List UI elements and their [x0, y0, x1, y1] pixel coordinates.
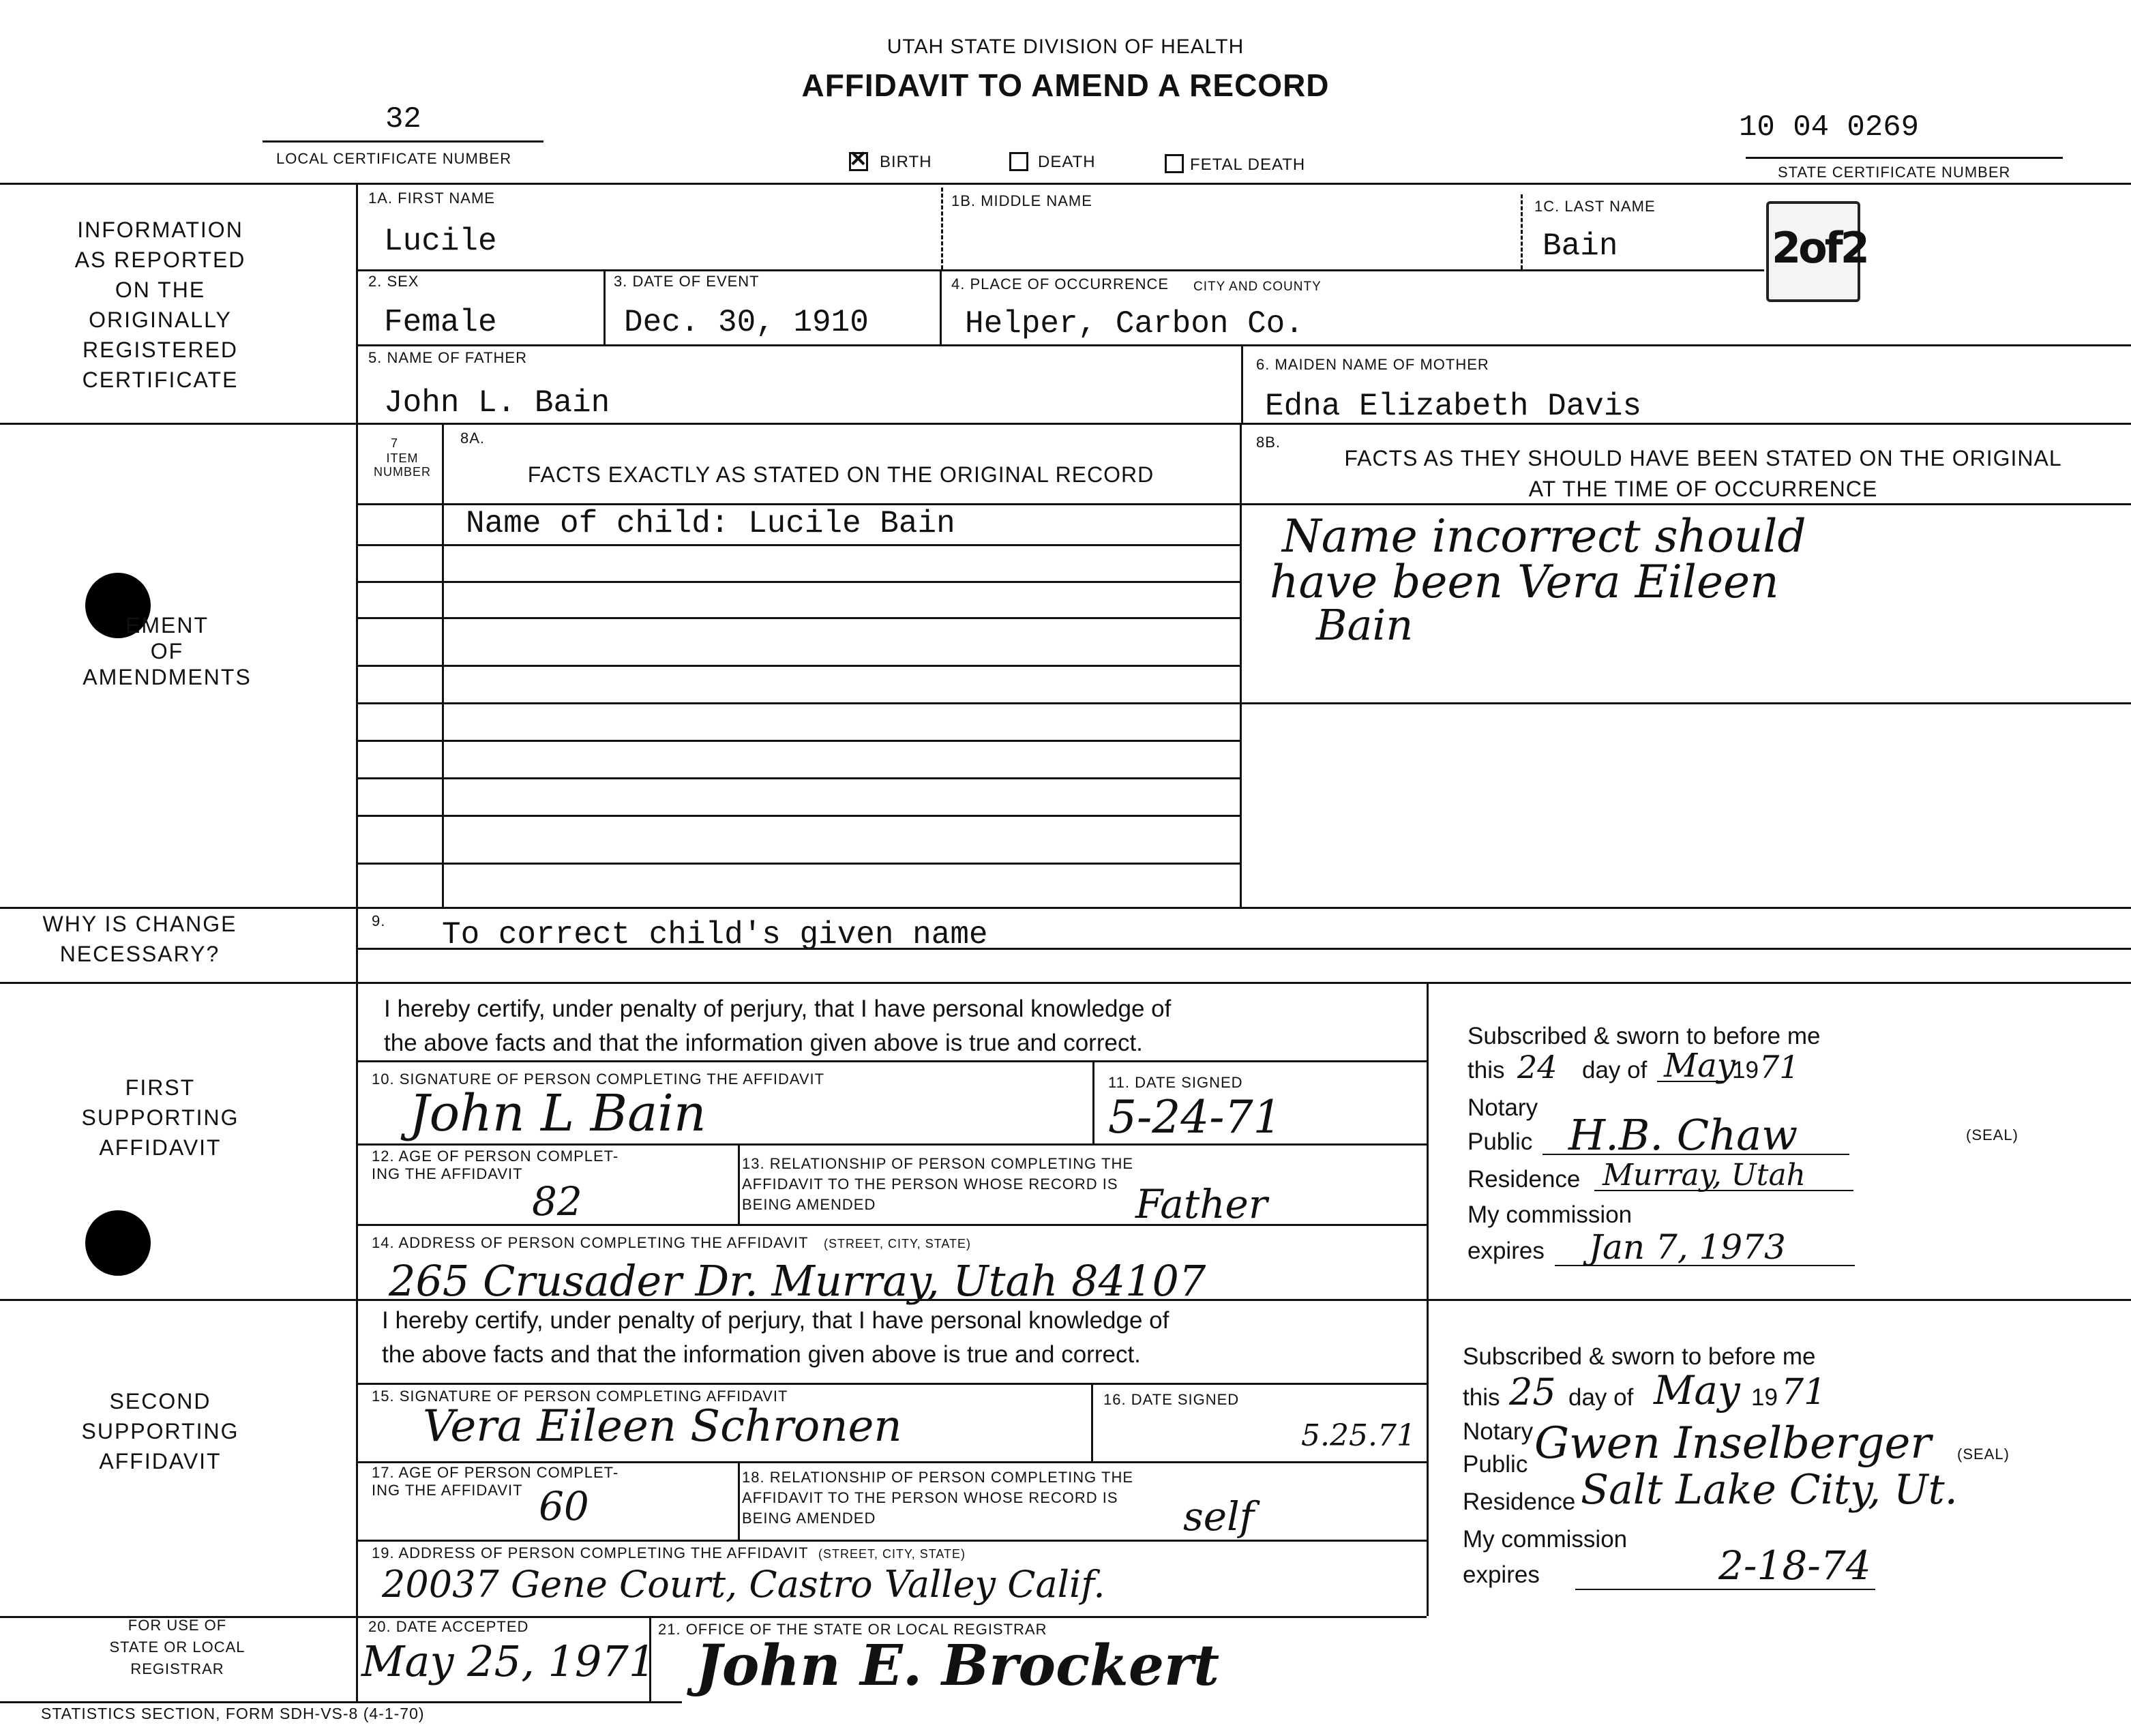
- sex-value: Female: [384, 305, 497, 340]
- first-public-label: Public: [1467, 1128, 1533, 1155]
- second-expires-label: expires: [1463, 1561, 1540, 1588]
- registrar-office-label: 21. OFFICE OF THE STATE OR LOCAL REGISTRAR: [658, 1621, 1047, 1638]
- second-date-signed-label: 16. DATE SIGNED: [1103, 1391, 1240, 1408]
- first-day: 24: [1517, 1049, 1558, 1086]
- first-day-of-label: day of: [1582, 1057, 1648, 1083]
- reason-number: 9.: [372, 912, 386, 929]
- second-age: 60: [539, 1483, 589, 1529]
- father-name-value: John L. Bain: [384, 385, 610, 421]
- second-day: 25: [1509, 1371, 1556, 1413]
- second-address-sub: (STREET, CITY, STATE): [818, 1547, 966, 1561]
- second-residence-label: Residence: [1463, 1488, 1576, 1515]
- item-number-digit: 7: [391, 436, 398, 450]
- fetal-death-label: FETAL DEATH: [1190, 155, 1306, 174]
- first-address-sub: (STREET, CITY, STATE): [824, 1237, 972, 1251]
- first-this-label: this: [1467, 1057, 1505, 1083]
- second-signature-label: 15. SIGNATURE OF PERSON COMPLETING AFFIDAVIT: [372, 1388, 788, 1405]
- stamp-text: 2of2: [1772, 223, 1867, 273]
- first-expires-label: expires: [1467, 1238, 1545, 1264]
- second-commission-label: My commission: [1463, 1526, 1628, 1553]
- date-accepted: May 25, 1971: [361, 1636, 656, 1686]
- first-commission-label: My commission: [1467, 1201, 1633, 1228]
- local-cert-label: LOCAL CERTIFICATE NUMBER: [276, 150, 512, 167]
- first-signature-label: 10. SIGNATURE OF PERSON COMPLETING THE AFFIDAVIT: [372, 1071, 825, 1088]
- info-section-label: INFORMATION AS REPORTED ON THE ORIGINALLY REGISTERED CERTIFICATE: [74, 218, 246, 392]
- original-fact-row-1: Name of child: Lucile Bain: [466, 506, 955, 541]
- reason-value: To correct child's given name: [442, 917, 988, 953]
- second-month: May: [1654, 1367, 1740, 1413]
- first-notary-name: H.B. Chaw: [1568, 1110, 1798, 1160]
- first-date-signed-label: 11. DATE SIGNED: [1108, 1074, 1243, 1091]
- first-age-label: 12. AGE OF PERSON COMPLET- ING THE AFFIDAVIT: [372, 1148, 619, 1182]
- col-b-header: FACTS AS THEY SHOULD HAVE BEEN STATED ON THE ORIGINAL AT THE TIME OF OCCURRENCE: [1344, 446, 2062, 501]
- second-residence: Salt Lake City, Ut.: [1581, 1466, 1958, 1514]
- first-address: 265 Crusader Dr. Murray, Utah 84107: [389, 1256, 1206, 1306]
- state-cert-number: 10 04 0269: [1739, 110, 1920, 145]
- second-expires: 2-18-74: [1718, 1542, 1871, 1589]
- amendments-section-label: EMENT OF AMENDMENTS: [83, 613, 252, 689]
- first-notary-label: Notary: [1467, 1094, 1538, 1121]
- second-day-of-label: day of: [1568, 1384, 1634, 1411]
- second-year: 71: [1781, 1372, 1827, 1413]
- first-name-value: Lucile: [384, 224, 497, 259]
- place-value: Helper, Carbon Co.: [965, 306, 1304, 342]
- second-this-label: this: [1463, 1384, 1500, 1411]
- registrar-signature: John E. Brockert: [696, 1633, 1220, 1698]
- col-a-number: 8A.: [460, 430, 486, 447]
- date-of-event-value: Dec. 30, 1910: [624, 305, 869, 340]
- first-year: 71: [1759, 1049, 1800, 1086]
- first-expires: Jan 7, 1973: [1589, 1227, 1786, 1267]
- second-year-prefix: 19: [1751, 1384, 1778, 1411]
- first-residence: Murray, Utah: [1603, 1158, 1806, 1193]
- first-relationship: Father: [1135, 1181, 1268, 1227]
- first-affidavit-section-label: FIRST SUPPORTING AFFIDAVIT: [81, 1075, 239, 1160]
- first-sworn-text: Subscribed & sworn to before me: [1467, 1023, 1821, 1049]
- first-month: May: [1664, 1047, 1735, 1085]
- check-mark-icon: ✕: [849, 147, 867, 171]
- col-b-number: 8B.: [1256, 434, 1281, 451]
- second-notary-label: Notary: [1463, 1418, 1534, 1445]
- first-residence-label: Residence: [1467, 1166, 1581, 1193]
- place-sub-label: CITY AND COUNTY: [1193, 280, 1322, 294]
- form-number: STATISTICS SECTION, FORM SDH-VS-8 (4-1-70): [41, 1705, 425, 1722]
- correction-line-1: Name incorrect should: [1282, 510, 1806, 563]
- second-relationship-label: 18. RELATIONSHIP OF PERSON COMPLETING THE AFFIDAVIT TO THE PERSON WHOSE RECORD IS BEING AMENDED: [742, 1469, 1134, 1527]
- page-stamp: [1766, 201, 1867, 302]
- second-signature: Vera Eileen Schronen: [423, 1401, 902, 1452]
- last-name-label: 1C. LAST NAME: [1534, 198, 1656, 215]
- first-relationship-label: 13. RELATIONSHIP OF PERSON COMPLETING THE AFFIDAVIT TO THE PERSON WHOSE RECORD IS BEING AMENDED: [742, 1155, 1134, 1213]
- col-a-header: FACTS EXACTLY AS STATED ON THE ORIGINAL RECORD: [527, 462, 1154, 487]
- middle-name-label: 1B. MIDDLE NAME: [951, 192, 1092, 209]
- date-of-event-label: 3. DATE OF EVENT: [614, 273, 760, 290]
- agency-name: UTAH STATE DIVISION OF HEALTH: [886, 35, 1245, 58]
- fetal-death-checkbox[interactable]: [1165, 154, 1184, 173]
- last-name-value: Bain: [1543, 228, 1618, 264]
- sex-label: 2. SEX: [368, 273, 419, 290]
- first-age: 82: [532, 1178, 582, 1225]
- birth-label: BIRTH: [880, 153, 932, 171]
- correction-line-2: have been Vera Eileen: [1270, 556, 1779, 608]
- second-affidavit-section-label: SECOND SUPPORTING AFFIDAVIT: [81, 1389, 239, 1473]
- first-seal-label: (SEAL): [1966, 1126, 2018, 1143]
- place-label: 4. PLACE OF OCCURRENCE: [951, 275, 1169, 293]
- second-age-label: 17. AGE OF PERSON COMPLET- ING THE AFFIDAVIT: [372, 1464, 619, 1499]
- second-seal-label: (SEAL): [1957, 1446, 2010, 1463]
- registrar-section-label: FOR USE OF STATE OR LOCAL REGISTRAR: [109, 1617, 245, 1677]
- second-public-label: Public: [1463, 1451, 1528, 1478]
- first-date-signed: 5-24-71: [1108, 1091, 1282, 1143]
- why-section-label: WHY IS CHANGE NECESSARY?: [42, 912, 237, 966]
- death-checkbox[interactable]: [1009, 152, 1028, 171]
- state-cert-label: STATE CERTIFICATE NUMBER: [1778, 164, 2011, 181]
- death-label: DEATH: [1038, 153, 1096, 171]
- item-number-label: ITEM NUMBER: [373, 451, 431, 479]
- second-notary-name: Gwen Inselberger: [1534, 1418, 1931, 1469]
- local-cert-number: 32: [385, 102, 421, 136]
- second-date-signed: 5.25.71: [1301, 1418, 1416, 1453]
- second-address: 20037 Gene Court, Castro Valley Calif.: [382, 1563, 1105, 1606]
- second-relationship: self: [1183, 1493, 1255, 1540]
- second-sworn-text: Subscribed & sworn to before me: [1463, 1343, 1816, 1370]
- father-name-label: 5. NAME OF FATHER: [368, 349, 527, 366]
- form-title: AFFIDAVIT TO AMEND A RECORD: [801, 68, 1330, 103]
- second-address-label: 19. ADDRESS OF PERSON COMPLETING THE AFFIDAVIT: [372, 1544, 809, 1561]
- first-year-prefix: 19: [1732, 1057, 1759, 1083]
- second-certify-statement: I hereby certify, under penalty of perjury, that I have personal knowledge of the above facts and that the information given above is true and correct.: [382, 1307, 1169, 1368]
- mother-name-value: Edna Elizabeth Davis: [1265, 389, 1642, 424]
- first-signature: John L Bain: [409, 1084, 706, 1143]
- correction-line-3: Bain: [1316, 600, 1414, 650]
- first-name-label: 1A. FIRST NAME: [368, 190, 495, 207]
- date-accepted-label: 20. DATE ACCEPTED: [368, 1618, 529, 1635]
- first-certify-statement: I hereby certify, under penalty of perjury, that I have personal knowledge of the above facts and that the information given above is true and correct.: [384, 996, 1172, 1056]
- first-address-label: 14. ADDRESS OF PERSON COMPLETING THE AFFIDAVIT: [372, 1234, 809, 1251]
- mother-name-label: 6. MAIDEN NAME OF MOTHER: [1256, 356, 1489, 373]
- punch-hole: [85, 1210, 151, 1276]
